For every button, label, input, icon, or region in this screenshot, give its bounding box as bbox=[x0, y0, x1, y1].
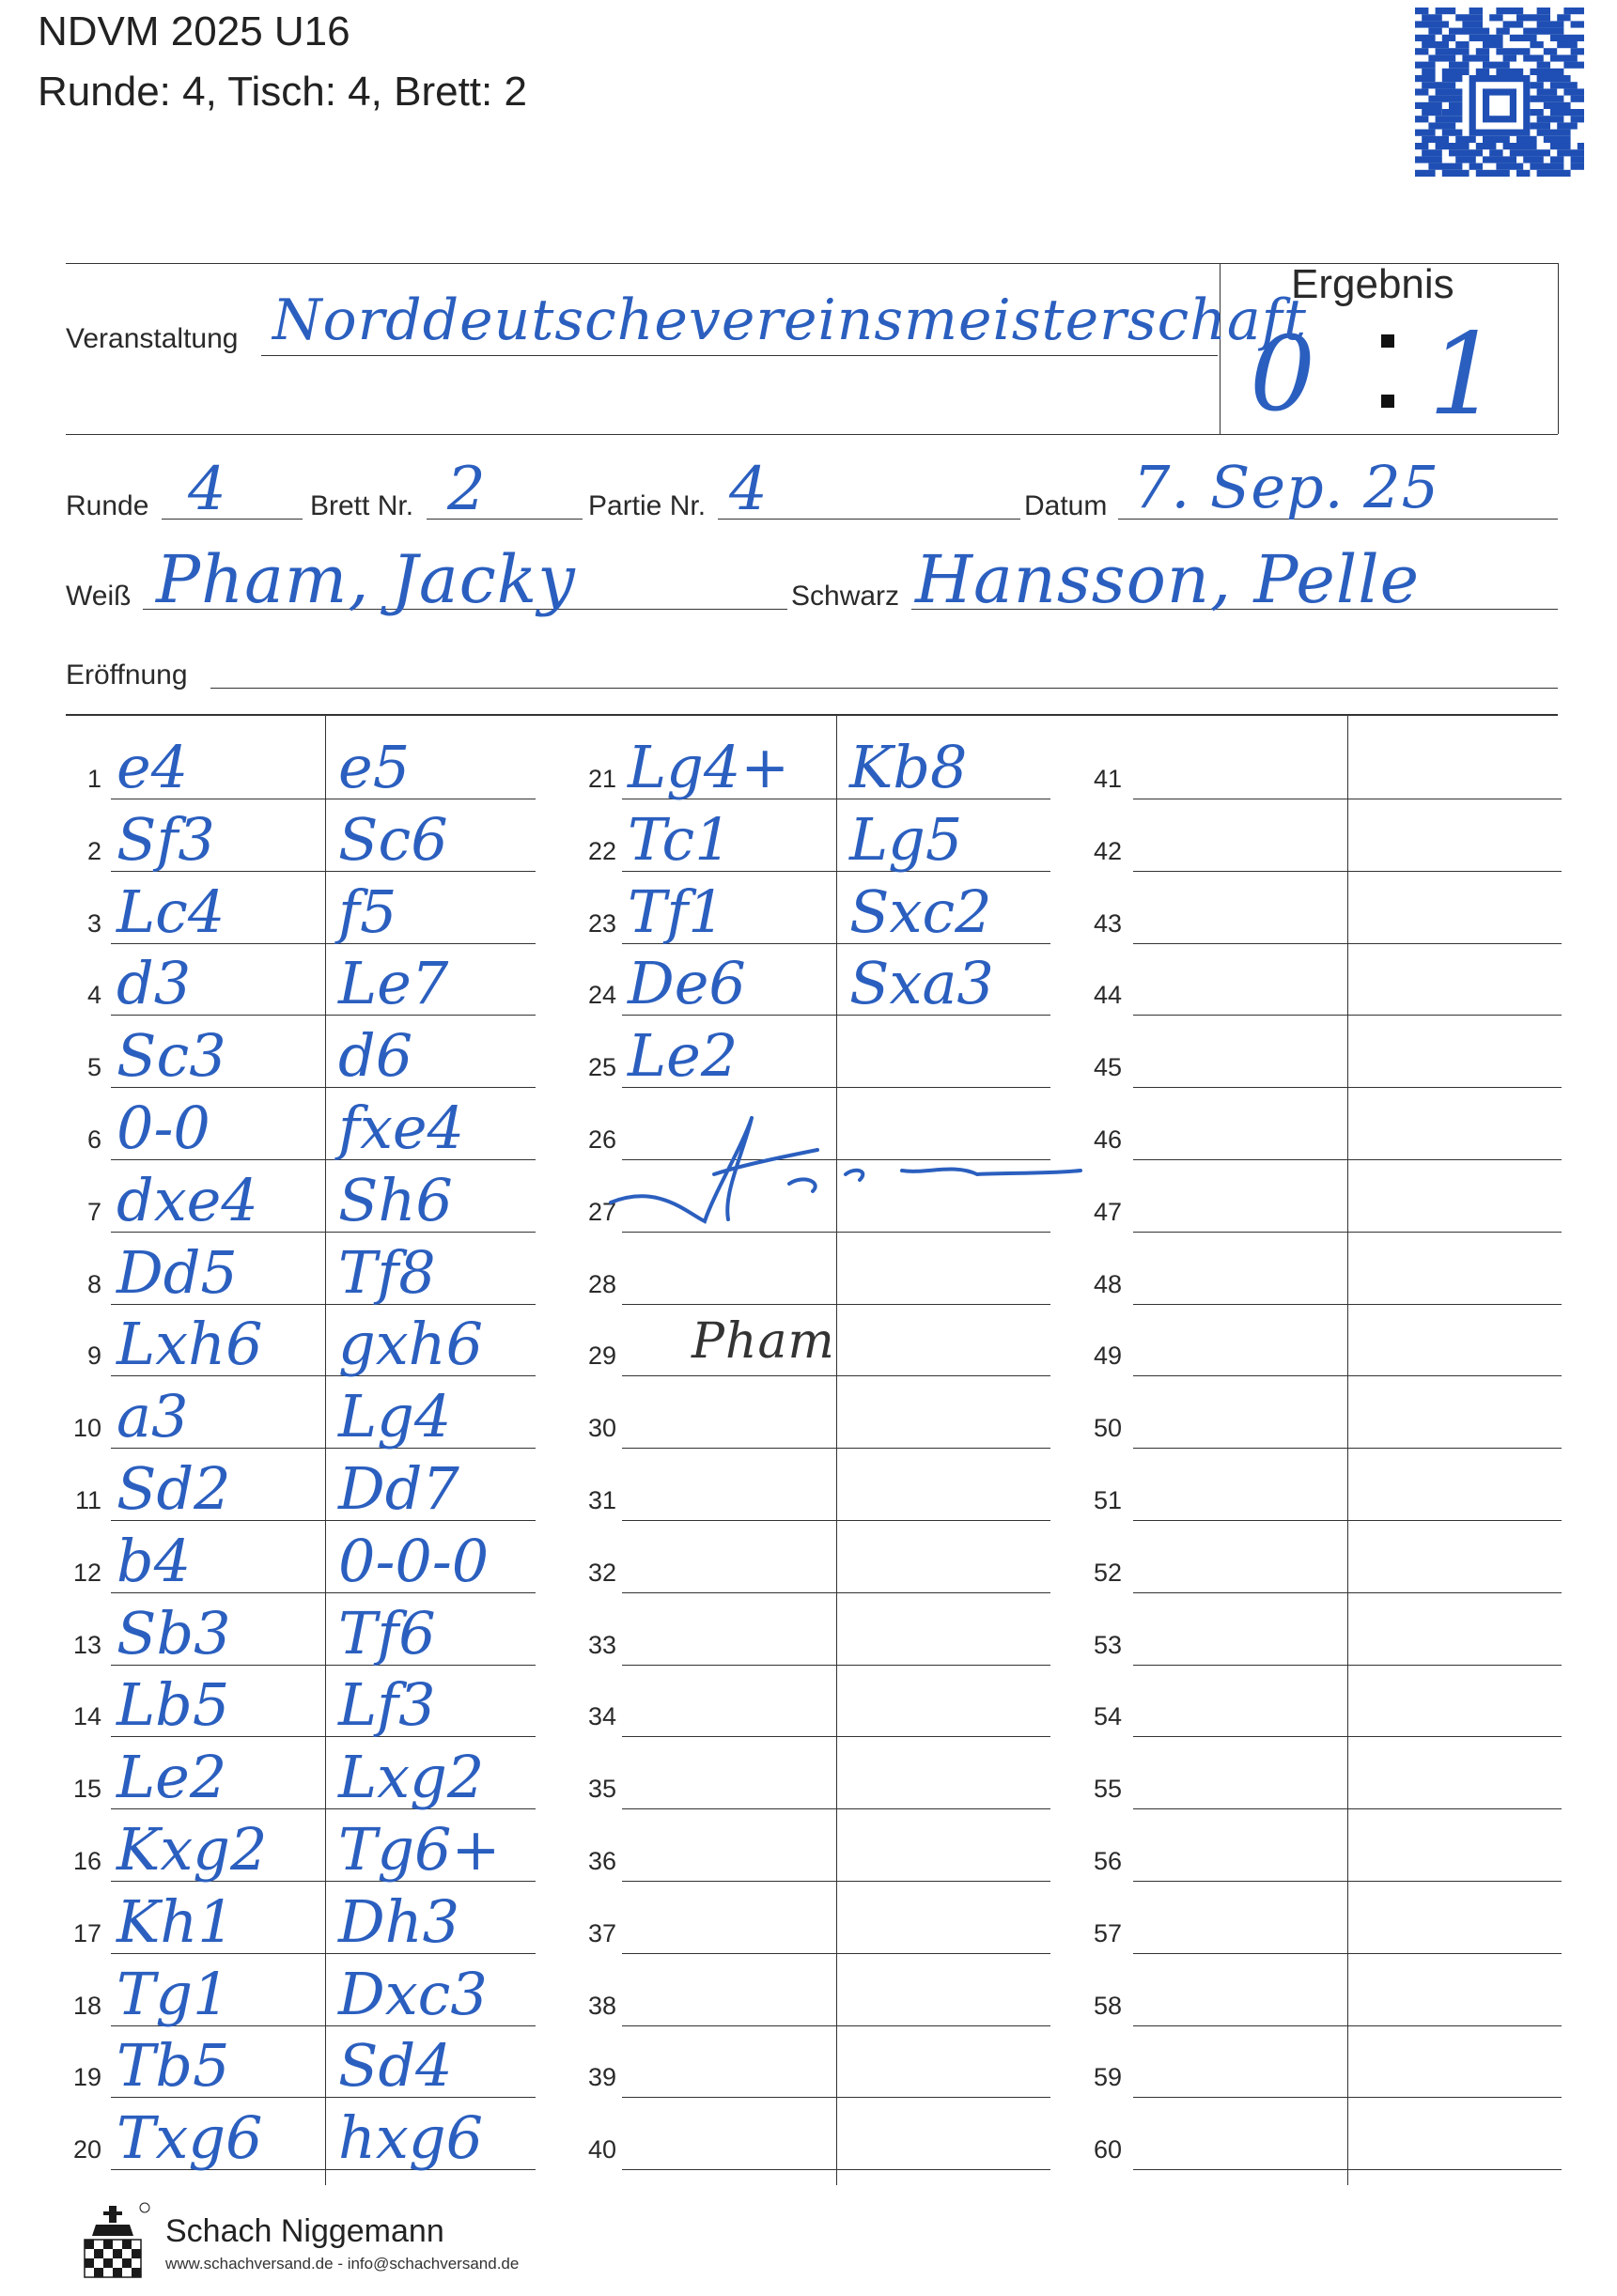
move-number: 26 bbox=[587, 1125, 616, 1154]
move-number: 32 bbox=[587, 1559, 616, 1587]
black-move: Lf3 bbox=[338, 1670, 436, 1739]
move-row-line bbox=[622, 1448, 1050, 1449]
move-row-line bbox=[1133, 1087, 1562, 1088]
sheet-title: NDVM 2025 U16 bbox=[38, 8, 350, 54]
black-move: Sxc2 bbox=[849, 877, 992, 946]
black-signature-scribble bbox=[601, 1109, 1090, 1231]
white-value: Pham, Jacky bbox=[156, 541, 576, 618]
move-number: 30 bbox=[587, 1414, 616, 1442]
move-row-line bbox=[622, 1304, 1050, 1305]
move-number: 12 bbox=[72, 1559, 101, 1587]
move-number: 8 bbox=[86, 1270, 101, 1298]
move-row-line bbox=[1133, 1304, 1562, 1305]
board-label: Brett Nr. bbox=[310, 490, 414, 521]
move-number: 18 bbox=[72, 1992, 101, 2020]
move-number: 31 bbox=[587, 1486, 616, 1514]
move-row-line bbox=[1133, 1736, 1562, 1737]
move-number: 10 bbox=[72, 1414, 101, 1442]
move-column-divider bbox=[836, 714, 837, 2185]
move-number: 45 bbox=[1093, 1053, 1122, 1081]
white-move: Lxh6 bbox=[117, 1310, 263, 1378]
move-number: 58 bbox=[1093, 1992, 1122, 2020]
white-move: Tf1 bbox=[628, 877, 725, 946]
move-number: 13 bbox=[72, 1631, 101, 1659]
move-row-line bbox=[622, 1808, 1050, 1809]
white-label: Weiß bbox=[66, 581, 132, 612]
black-value: Hansson, Pelle bbox=[915, 541, 1421, 618]
move-row-line bbox=[622, 2169, 1050, 2170]
opening-label: Eröffnung bbox=[66, 659, 188, 690]
move-number: 1 bbox=[86, 765, 101, 793]
move-row-line bbox=[622, 1736, 1050, 1737]
move-row-line bbox=[1133, 2025, 1562, 2026]
move-row-line bbox=[1133, 871, 1562, 872]
move-number: 50 bbox=[1093, 1414, 1122, 1442]
white-move: Sf3 bbox=[117, 805, 215, 874]
move-row-line bbox=[1133, 2169, 1562, 2170]
date-value: 7. Sep. 25 bbox=[1133, 453, 1440, 521]
white-move: Le2 bbox=[628, 1021, 739, 1090]
date-label: Datum bbox=[1024, 490, 1108, 521]
move-number: 59 bbox=[1093, 2063, 1122, 2091]
white-signature: Pham bbox=[692, 1313, 835, 1370]
black-move: Dd7 bbox=[338, 1454, 459, 1523]
event-value: Norddeutschevereinsmeisterschaft bbox=[272, 287, 1307, 353]
white-move: dxe4 bbox=[117, 1166, 258, 1234]
move-number: 22 bbox=[587, 837, 616, 865]
move-row-line bbox=[1133, 1592, 1562, 1593]
event-bottom-rule bbox=[66, 434, 1558, 435]
white-move: d3 bbox=[117, 949, 192, 1017]
black-move: Sh6 bbox=[338, 1166, 453, 1234]
move-row-line bbox=[1133, 1881, 1562, 1882]
result-white: 0 bbox=[1250, 314, 1316, 434]
white-move: Lg4+ bbox=[628, 733, 790, 801]
move-row-line bbox=[1133, 2097, 1562, 2098]
move-number: 25 bbox=[587, 1053, 616, 1081]
move-row-line bbox=[1133, 1953, 1562, 1954]
move-row-line bbox=[1133, 1015, 1562, 1016]
black-move: Le7 bbox=[338, 949, 449, 1017]
black-move: Kb8 bbox=[849, 733, 968, 801]
move-number: 54 bbox=[1093, 1702, 1122, 1730]
white-move: Lb5 bbox=[117, 1670, 230, 1739]
move-column-divider bbox=[325, 714, 326, 2185]
black-move: e5 bbox=[338, 733, 411, 801]
black-move: Tf6 bbox=[338, 1599, 436, 1668]
white-move: Sb3 bbox=[117, 1599, 231, 1668]
white-move: Tg1 bbox=[117, 1960, 230, 2028]
move-row-line bbox=[1133, 1448, 1562, 1449]
black-move: Dh3 bbox=[338, 1887, 460, 1956]
move-number: 5 bbox=[86, 1053, 101, 1081]
move-number: 24 bbox=[587, 981, 616, 1009]
move-number: 2 bbox=[86, 837, 101, 865]
move-number: 52 bbox=[1093, 1559, 1122, 1587]
move-number: 38 bbox=[587, 1992, 616, 2020]
move-row-line bbox=[1133, 1159, 1562, 1160]
move-row-line bbox=[622, 1665, 1050, 1666]
move-number: 15 bbox=[72, 1775, 101, 1803]
move-row-line bbox=[622, 2097, 1050, 2098]
round-value: 4 bbox=[188, 455, 227, 524]
move-number: 46 bbox=[1093, 1125, 1122, 1154]
move-number: 44 bbox=[1093, 981, 1122, 1009]
white-move: Lc4 bbox=[117, 877, 225, 946]
white-move: Txg6 bbox=[117, 2103, 263, 2172]
move-number: 56 bbox=[1093, 1847, 1122, 1875]
move-row-line bbox=[1133, 1665, 1562, 1666]
result-label: Ergebnis bbox=[1291, 261, 1454, 307]
move-number: 21 bbox=[587, 765, 616, 793]
move-number: 3 bbox=[86, 909, 101, 938]
moves-top-rule bbox=[66, 714, 1558, 716]
white-move: b4 bbox=[117, 1527, 192, 1595]
move-number: 43 bbox=[1093, 909, 1122, 938]
white-move: De6 bbox=[628, 949, 746, 1017]
move-number: 11 bbox=[74, 1486, 101, 1514]
move-row-line bbox=[1133, 1808, 1562, 1809]
white-move: e4 bbox=[117, 733, 189, 801]
event-line bbox=[261, 355, 1218, 356]
white-move: Kxg2 bbox=[117, 1815, 268, 1884]
white-move: Dd5 bbox=[117, 1238, 238, 1307]
move-number: 9 bbox=[86, 1342, 101, 1370]
move-row-line bbox=[1133, 943, 1562, 944]
white-move: Kh1 bbox=[117, 1887, 235, 1956]
result-separator-dot-top bbox=[1381, 334, 1394, 348]
move-number: 35 bbox=[587, 1775, 616, 1803]
move-number: 6 bbox=[86, 1125, 101, 1154]
move-row-line bbox=[622, 1232, 1050, 1233]
move-column-divider bbox=[1347, 714, 1348, 2185]
game-value: 4 bbox=[729, 455, 769, 524]
black-move: Lxg2 bbox=[338, 1743, 485, 1811]
move-number: 27 bbox=[587, 1198, 616, 1226]
white-move: Sc3 bbox=[117, 1021, 226, 1090]
move-number: 51 bbox=[1093, 1486, 1122, 1514]
move-row-line bbox=[622, 1520, 1050, 1521]
black-move: Tf8 bbox=[338, 1238, 436, 1307]
round-line bbox=[162, 519, 303, 520]
black-move: hxg6 bbox=[338, 2103, 484, 2172]
white-move: Le2 bbox=[117, 1743, 227, 1811]
game-label: Partie Nr. bbox=[588, 490, 707, 521]
black-move: 0-0-0 bbox=[338, 1527, 490, 1595]
move-number: 57 bbox=[1093, 1919, 1122, 1947]
move-row-line bbox=[622, 1881, 1050, 1882]
black-move: d6 bbox=[338, 1021, 413, 1090]
move-number: 29 bbox=[587, 1342, 616, 1370]
black-move: fxe4 bbox=[338, 1094, 465, 1162]
white-move: Sd2 bbox=[117, 1454, 231, 1523]
result-black: 1 bbox=[1428, 310, 1501, 441]
black-move: f5 bbox=[338, 877, 397, 946]
move-number: 53 bbox=[1093, 1631, 1122, 1659]
move-number: 39 bbox=[587, 2063, 616, 2091]
black-signature-text bbox=[940, 1122, 950, 1123]
move-number: 7 bbox=[86, 1198, 101, 1226]
move-number: 4 bbox=[86, 981, 101, 1009]
black-move: Tg6+ bbox=[338, 1815, 501, 1884]
move-number: 40 bbox=[587, 2135, 616, 2164]
move-number: 49 bbox=[1093, 1342, 1122, 1370]
black-move: Sc6 bbox=[338, 805, 448, 874]
move-number: 28 bbox=[587, 1270, 616, 1298]
move-number: 42 bbox=[1093, 837, 1122, 865]
move-number: 36 bbox=[587, 1847, 616, 1875]
move-row-line bbox=[622, 1953, 1050, 1954]
brand-contact: www.schachversand.de - info@schachversand.de bbox=[165, 2255, 520, 2273]
move-number: 37 bbox=[587, 1919, 616, 1947]
move-number: 23 bbox=[587, 909, 616, 938]
event-label: Veranstaltung bbox=[66, 323, 239, 354]
black-move: Sxa3 bbox=[849, 949, 994, 1017]
qr-code-icon bbox=[1415, 8, 1584, 177]
black-move: gxh6 bbox=[338, 1310, 484, 1378]
white-move: Tc1 bbox=[628, 805, 732, 874]
board-value: 2 bbox=[447, 455, 487, 524]
move-number: 55 bbox=[1093, 1775, 1122, 1803]
chess-board-king-icon bbox=[75, 2202, 150, 2283]
black-move: Lg5 bbox=[849, 805, 963, 874]
brand-name: Schach Niggemann bbox=[165, 2213, 444, 2249]
round-label: Runde bbox=[66, 490, 149, 521]
black-move: Lg4 bbox=[338, 1382, 452, 1451]
result-separator-dot-bottom bbox=[1381, 395, 1394, 408]
black-move: Dxc3 bbox=[338, 1960, 488, 2028]
black-move: Sd4 bbox=[338, 2031, 453, 2100]
move-number: 41 bbox=[1093, 765, 1122, 793]
move-number: 60 bbox=[1093, 2135, 1122, 2164]
move-number: 19 bbox=[72, 2063, 101, 2091]
move-row-line bbox=[1133, 1232, 1562, 1233]
move-number: 33 bbox=[587, 1631, 616, 1659]
sheet-subtitle: Runde: 4, Tisch: 4, Brett: 2 bbox=[38, 69, 527, 115]
black-label: Schwarz bbox=[791, 581, 900, 612]
move-row-line bbox=[622, 2025, 1050, 2026]
move-number: 14 bbox=[72, 1702, 101, 1730]
move-number: 34 bbox=[587, 1702, 616, 1730]
move-row-line bbox=[622, 1375, 1050, 1376]
white-move: a3 bbox=[117, 1382, 189, 1451]
move-number: 48 bbox=[1093, 1270, 1122, 1298]
move-number: 47 bbox=[1093, 1198, 1122, 1226]
move-number: 16 bbox=[72, 1847, 101, 1875]
white-move: Tb5 bbox=[117, 2031, 230, 2100]
result-box-right bbox=[1558, 263, 1559, 434]
opening-line bbox=[210, 688, 1558, 689]
move-number: 20 bbox=[72, 2135, 101, 2164]
move-row-line bbox=[1133, 1520, 1562, 1521]
move-row-line bbox=[622, 1592, 1050, 1593]
move-row-line bbox=[1133, 1375, 1562, 1376]
white-move: 0-0 bbox=[117, 1094, 210, 1162]
move-number: 17 bbox=[72, 1919, 101, 1947]
